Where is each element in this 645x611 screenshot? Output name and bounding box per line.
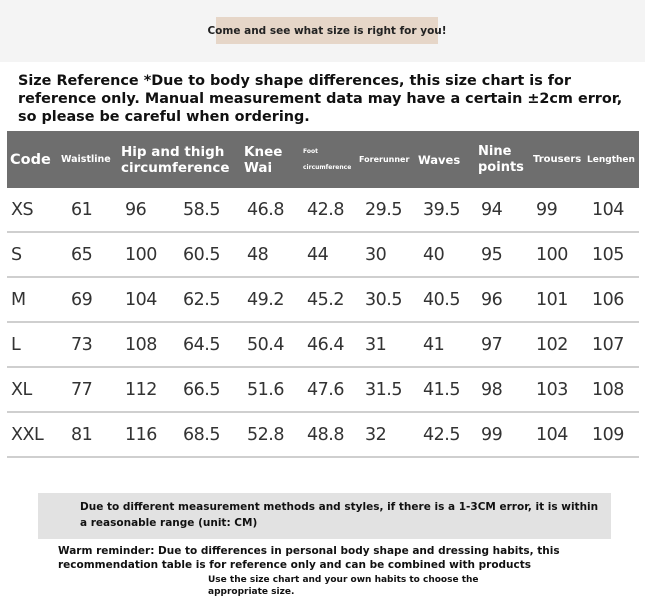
table-cell: 103 — [536, 379, 568, 400]
header-cell: Hip and thigh circumference — [121, 143, 230, 176]
table-cell: 48.8 — [307, 424, 344, 445]
header-cell: Trousers — [533, 153, 582, 165]
table-row — [7, 188, 639, 233]
table-cell: 32 — [365, 424, 387, 445]
table-cell: XS — [11, 199, 34, 220]
table-cell: 66.5 — [183, 379, 220, 400]
header-cell: Knee Wai — [244, 143, 283, 176]
table-cell: 42.8 — [307, 199, 344, 220]
table-cell: 45.2 — [307, 289, 344, 310]
table-cell: 46.8 — [247, 199, 284, 220]
table-row — [7, 233, 639, 278]
table-cell: 106 — [592, 289, 624, 310]
table-cell: 30.5 — [365, 289, 402, 310]
table-row — [7, 368, 639, 413]
table-cell: L — [11, 334, 21, 355]
table-cell: 98 — [481, 379, 503, 400]
table-cell: 47.6 — [307, 379, 344, 400]
table-cell: 104 — [592, 199, 624, 220]
table-cell: 30 — [365, 244, 387, 265]
header-cell: Waves — [418, 152, 461, 167]
table-cell: 104 — [536, 424, 568, 445]
table-cell: 99 — [536, 199, 558, 220]
table-cell: 31 — [365, 334, 387, 355]
table-cell: 96 — [125, 199, 147, 220]
table-cell: M — [11, 289, 26, 310]
table-cell: 107 — [592, 334, 624, 355]
table-cell: 51.6 — [247, 379, 284, 400]
table-row — [7, 413, 639, 458]
table-cell: 95 — [481, 244, 503, 265]
warm-reminder: Warm reminder: Due to differences in personal body shape and dressing habits, this recommendation table is for reference only and can be combined with products — [58, 545, 560, 571]
table-cell: XL — [11, 379, 32, 400]
table-cell: 69 — [71, 289, 93, 310]
table-cell: 42.5 — [423, 424, 460, 445]
table-cell: 108 — [592, 379, 624, 400]
table-cell: 41.5 — [423, 379, 460, 400]
table-row — [7, 278, 639, 323]
table-cell: 44 — [307, 244, 329, 265]
table-cell: S — [11, 244, 22, 265]
size-table-body — [7, 188, 639, 458]
table-cell: 46.4 — [307, 334, 344, 355]
table-cell: 49.2 — [247, 289, 284, 310]
table-cell: 64.5 — [183, 334, 220, 355]
table-cell: 97 — [481, 334, 503, 355]
table-cell: 40.5 — [423, 289, 460, 310]
header-cell: Code — [10, 151, 51, 168]
table-cell: 100 — [125, 244, 157, 265]
table-cell: 62.5 — [183, 289, 220, 310]
size-reference-intro: Size Reference *Due to body shape differences, this size chart is for reference only. Manual measurement data may have a certain ±2cm error, so please be careful when ordering. — [18, 73, 623, 125]
table-cell: 41 — [423, 334, 445, 355]
table-cell: 102 — [536, 334, 568, 355]
table-cell: 77 — [71, 379, 93, 400]
table-cell: 61 — [71, 199, 93, 220]
table-cell: 105 — [592, 244, 624, 265]
table-cell: 68.5 — [183, 424, 220, 445]
header-cell: Nine points — [478, 143, 524, 175]
header-cell: Lengthen — [587, 154, 635, 165]
table-cell: 29.5 — [365, 199, 402, 220]
table-cell: 101 — [536, 289, 568, 310]
table-cell: 65 — [71, 244, 93, 265]
table-cell: XXL — [11, 424, 44, 445]
header-cell: Foot circumference — [303, 147, 352, 171]
table-cell: 104 — [125, 289, 157, 310]
table-cell: 48 — [247, 244, 269, 265]
banner-label: Come and see what size is right for you! — [216, 17, 438, 44]
table-cell: 96 — [481, 289, 503, 310]
table-row — [7, 323, 639, 368]
table-cell: 109 — [592, 424, 624, 445]
table-cell: 100 — [536, 244, 568, 265]
table-cell: 108 — [125, 334, 157, 355]
table-cell: 58.5 — [183, 199, 220, 220]
table-cell: 73 — [71, 334, 93, 355]
table-cell: 99 — [481, 424, 503, 445]
table-cell: 60.5 — [183, 244, 220, 265]
use-chart-note: Use the size chart and your own habits to choose the appropriate size. — [208, 575, 479, 597]
header-cell: Waistline — [61, 153, 111, 165]
table-cell: 52.8 — [247, 424, 284, 445]
table-cell: 94 — [481, 199, 503, 220]
table-cell: 31.5 — [365, 379, 402, 400]
table-cell: 39.5 — [423, 199, 460, 220]
table-cell: 116 — [125, 424, 157, 445]
table-cell: 40 — [423, 244, 445, 265]
measurement-note-box — [38, 493, 611, 539]
table-cell: 50.4 — [247, 334, 284, 355]
header-cell: Forerunner — [359, 154, 410, 164]
table-cell: 81 — [71, 424, 93, 445]
measurement-note: Due to different measurement methods and styles, if there is a 1-3CM error, it is within a reasonable range (unit: CM) — [80, 501, 599, 529]
table-header — [7, 131, 639, 188]
table-cell: 112 — [125, 379, 157, 400]
